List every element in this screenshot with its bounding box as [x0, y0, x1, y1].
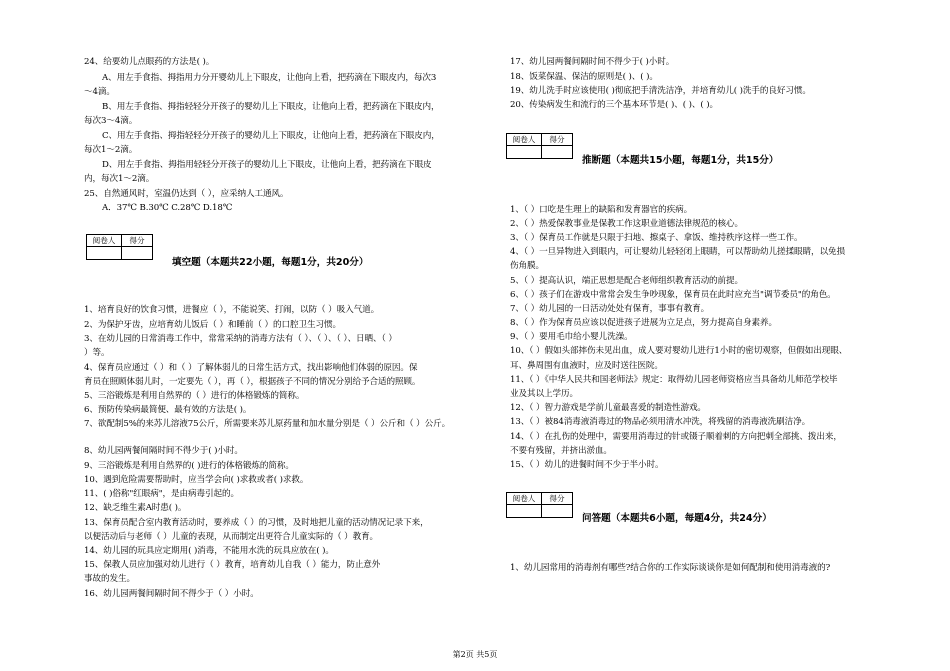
grader-cell[interactable] [507, 505, 542, 518]
question-line: 15、保教人员应加强对幼儿进行（ ）教育，培育幼儿自我（ ）能力，防止意外 [84, 560, 381, 570]
score-box [506, 492, 573, 518]
question-line: 19、幼儿洗手时应该使用( )彻底把手清洗洁净，并培育幼儿( )洗手的良好习惯。 [510, 86, 811, 96]
question-line: 1、幼儿园常用的消毒剂有哪些?结合你的工作实际谈谈你是如何配制和使用消毒液的? [510, 563, 831, 573]
question-line: 2、为保护牙齿，应培育幼儿饭后（ ）和睡前（ ）的口腔卫生习惯。 [84, 320, 341, 330]
question-line: 3、在幼儿园的日常消毒工作中，常常采纳的消毒方法有（ ）、（ ）、（ ）、日晒、（ ） [84, 334, 397, 344]
question-line: 4、保育员应通过（ ）和（ ）了解体弱儿的日常生活方式，找出影响他们体弱的原因。保 [84, 363, 418, 373]
question-line: C、用左手食指、拇指轻轻分开孩子的婴幼儿上下眼皮，让他向上看，把药滴在下眼皮内， [102, 131, 440, 141]
question-line: D、用左手食指、拇指用轻轻分开孩子的婴幼儿上下眼皮，让他向上看，把药滴在下眼皮 [102, 160, 432, 170]
grader-label: 阅卷人 [87, 235, 122, 247]
question-line: 12、缺乏维生素A时患( )。 [84, 503, 187, 513]
question-line: 17、幼儿园两餐间隔时间不得少于( )小时。 [510, 57, 675, 67]
question-line: 24、给要幼儿点眼药的方法是( )。 [84, 57, 215, 67]
question-line: 事故的发生。 [84, 574, 135, 584]
grader-cell[interactable] [507, 146, 542, 159]
grader-cell[interactable] [87, 247, 122, 260]
score-label: 得分 [542, 134, 573, 146]
question-line: 9、三浴锻炼是利用自然界的( )进行的体格锻炼的简称。 [84, 461, 294, 471]
question-line: 20、传染病发生和流行的三个基本环节是( )、( )、( )。 [510, 100, 719, 110]
question-line: 8、幼儿园两餐间隔时间不得少于( )小时。 [84, 446, 243, 456]
page-number: 第2页 共5页 [452, 650, 498, 659]
question-line: 5、三浴锻炼是利用自然界的（ ）进行的体格锻炼的简称。 [84, 391, 305, 401]
question-line: 4、（ ）一旦异物进入到眼内，可让婴幼儿轻轻闭上眼睛，可以帮助幼儿搓揉眼睛，以免损 [510, 247, 845, 257]
question-line: ～4滴。 [84, 87, 115, 97]
question-line: 13、（ ）被84消毒液消毒过的物品必须用清水冲洗，将残留的消毒液洗刷洁净。 [510, 417, 811, 427]
score-box [86, 234, 153, 260]
grader-label: 阅卷人 [507, 493, 542, 505]
question-line: 11、( )俗称"红眼病"，是由病毒引起的。 [84, 489, 239, 499]
question-line: 育员在照顾体弱儿时，一定要先（ ），再（ ），根据孩子不同的情况分别给予合适的照顾。 [84, 377, 421, 387]
question-line: 每次3～4滴。 [84, 116, 138, 126]
score-cell[interactable] [122, 247, 153, 260]
question-line: 内，每次1～2滴。 [84, 174, 155, 184]
score-cell[interactable] [542, 505, 573, 518]
question-line: 7、欲配制5%的来苏儿溶液75公斤，所需要来苏儿原药量和加水量分别是（ ）公斤和（ ）公斤。 [84, 419, 451, 429]
score-cell[interactable] [542, 146, 573, 159]
question-line: 1、（ ）口吃是生理上的缺陷和发育器官的疾病。 [510, 205, 693, 215]
question-line: 14、幼儿园的玩具应定期用( )消毒，不能用水洗的玩具应放在( )。 [84, 546, 334, 556]
question-line: 伤角膜。 [510, 261, 544, 271]
question-line: 7、（ ）幼儿园的一日活动处处有保育，事事有教育。 [510, 304, 710, 314]
question-line: 不要有残留，并挤出淤血。 [510, 446, 612, 456]
question-line: 12、（ ）智力游戏是学前儿童最喜爱的制造性游戏。 [510, 403, 706, 413]
question-line: 9、（ ）要用毛巾给小婴儿洗澡。 [510, 332, 633, 342]
question-line: 3、（ ）保育员工作就是只限于扫地、擦桌子、拿饭、维持秩序这样一些工作。 [510, 233, 803, 243]
question-line: 5、（ ）提高认识，端正思想是配合老师组织教育活动的前提。 [510, 276, 744, 286]
question-line: 耳、鼻周围有血液时，应及时送往医院。 [510, 361, 663, 371]
question-line: 25、自然通风时，室温仍达到（ ），应采纳人工通风。 [84, 189, 289, 199]
question-line: 6、预防传染病最简便、最有效的方法是( )。 [84, 405, 252, 415]
section-title: 推断题（本题共15小题，每题1分，共15分） [582, 155, 779, 166]
question-line: 2、（ ）热爱保教事业是保教工作这职业道德法律规范的核心。 [510, 219, 744, 229]
score-label: 得分 [542, 493, 573, 505]
question-line: 每次1～2滴。 [84, 145, 138, 155]
question-line: 10、（ ）假如头部摔伤未见出血，成人要对婴幼儿进行1小时的密切观察，但假如出现眼、 [510, 346, 848, 356]
score-label: 得分 [122, 235, 153, 247]
question-line: 业及其以上学历。 [510, 389, 578, 399]
score-box [506, 133, 573, 159]
question-line: A、用左手食指、拇指用力分开婴幼儿上下眼皮，让他向上看，把药滴在下眼皮内，每次3 [102, 73, 437, 83]
question-line: 以便活动后与老师（ ）儿童的表现，从而制定出更符合儿童实际的（ ）教育。 [84, 532, 379, 542]
question-line: 14、（ ）在扎伤的处理中，需要用消毒过的针或镊子顺着刺的方向把刺全部挑、拨出来， [510, 432, 842, 442]
question-line: 11、（ ）《中华人民共和国老师法》规定：取得幼儿园老师资格应当具备幼儿师范学校毕 [510, 375, 838, 385]
question-line: 13、保育员配合室内教育活动时，要养成（ ）的习惯，及时地把儿童的活动情况记录下来， [84, 518, 429, 528]
question-line: B、用左手食指、拇指轻轻分开孩子的婴幼儿上下眼皮，让他向上看，把药滴在下眼皮内， [102, 102, 440, 112]
section-title: 填空题（本题共22小题，每题1分，共20分） [172, 257, 369, 268]
question-line: 10、遇到危险需要帮助时，应当学会向( )求救或者( )求救。 [84, 475, 309, 485]
section-title: 问答题（本题共6小题，每题4分，共24分） [582, 513, 772, 524]
question-line: 16、幼儿园两餐间隔时间不得少于（ ）小时。 [84, 589, 259, 599]
question-line: 6、（ ）孩子们在游戏中常常会发生争吵现象，保育员在此时应充当"调节委员"的角色。 [510, 290, 836, 300]
grader-label: 阅卷人 [507, 134, 542, 146]
question-line: 15、（ ）幼儿的进餐时间不少于半小时。 [510, 460, 664, 470]
question-line: ）等。 [84, 348, 110, 358]
question-line: 18、饭菜保温、保洁的原则是( )、( )。 [510, 72, 658, 82]
question-line: 8、（ ）作为保育员应该以促进孩子进展为立足点，努力提高自身素养。 [510, 318, 778, 328]
question-line: 1、培育良好的饮食习惯，进餐应（ ），不能说笑、打闹，以防（ ）吸入气道。 [84, 305, 380, 315]
question-line: A．37℃ B.30℃ C.28℃ D.18℃ [102, 203, 233, 213]
